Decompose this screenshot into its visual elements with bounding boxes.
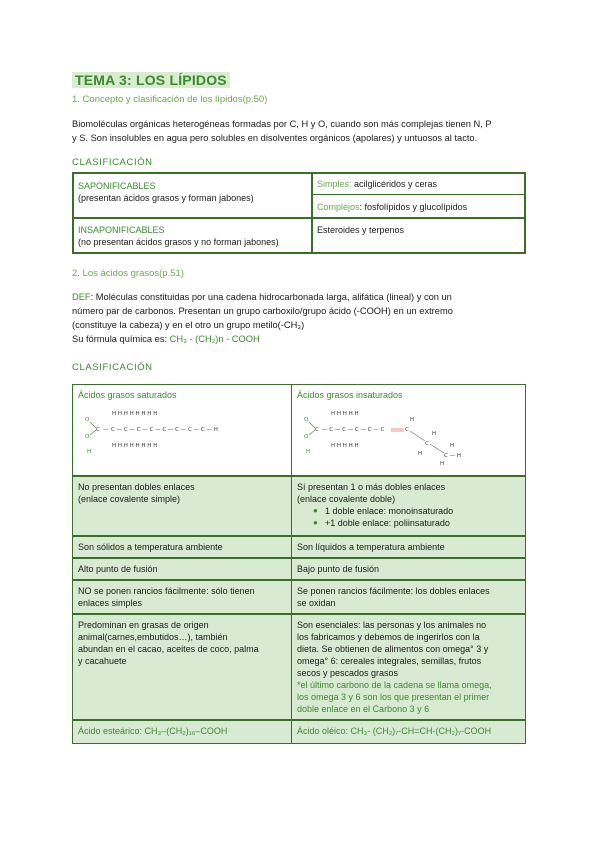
- omega-note: los omega 3 y 6 son los que presentan el primer: [297, 692, 490, 702]
- section2-heading: 2. Los ácidos grasos(p.51): [72, 268, 184, 279]
- table-cell: Son líquidos a temperatura ambiente: [297, 542, 445, 552]
- svg-text:C — H: C — H: [444, 453, 461, 459]
- section1-heading: 1. Concepto y clasificación de los lípidos(p.50): [72, 94, 268, 105]
- omega-note: doble enlace en el Carbono 3 y 6: [297, 704, 430, 714]
- table-row: [72, 614, 526, 720]
- section1-paragraph: [72, 117, 532, 145]
- page-title: TEMA 3: LOS LÍPIDOS: [72, 72, 230, 88]
- definition-line: (constituye la cabeza) y en el otro un grupo metilo(-CH₃): [72, 320, 305, 330]
- paragraph-line: y S. Son insolubles en agua pero solubles en disolventes orgánicos (apolares) y untuosos al tacto.: [72, 133, 478, 143]
- estearico-formula: Ácido esteárico: CH₃–(CH₂)₁₆–COOH: [73, 721, 292, 743]
- simples-cell: [317, 178, 522, 190]
- svg-text:H H H H H: H H H H H H H H: [112, 411, 158, 417]
- table-row: [72, 384, 526, 476]
- svg-text:O: O: [85, 434, 90, 440]
- insaturados-header: Ácidos grasos insaturados: [297, 390, 403, 400]
- simples-value: acilglicéridos y ceras: [351, 179, 438, 189]
- svg-text:H: H: [410, 417, 415, 423]
- table-cell: Son sólidos a temperatura ambiente: [73, 537, 292, 557]
- cell-text: abundan en el cacao, aceites de coco, palma: [78, 644, 259, 654]
- formula-line: [72, 332, 542, 346]
- svg-text:O: O: [304, 417, 309, 423]
- saturados-header-cell: [73, 385, 292, 475]
- cell-text: animal(carnes,embutidos…), también: [78, 632, 228, 642]
- svg-text:H: H: [306, 449, 311, 455]
- table-cell: Bajo punto de fusión: [297, 564, 380, 574]
- saponificables-desc: (presentan ácidos grasos y forman jabones): [78, 193, 254, 203]
- cell-text: Son esenciales: las personas y los animales no: [297, 620, 487, 630]
- table-divider: [74, 217, 524, 219]
- insaponificables-desc: (no presentan ácidos grasos y no forman jabones): [78, 237, 279, 247]
- table-cell: [292, 581, 524, 613]
- def-label: DEF: [72, 292, 91, 302]
- formula-value: CH₃ - (CH₂)n - COOH: [169, 334, 260, 344]
- fatty-acids-table: [72, 384, 526, 744]
- svg-text:O: O: [304, 434, 309, 440]
- table-row: [72, 476, 526, 536]
- clasificacion-label: CLASIFICACIÓN: [72, 157, 153, 168]
- cell-text: No presentan dobles enlaces: [78, 482, 195, 492]
- svg-text:H: H: [418, 451, 423, 457]
- clasificacion-label-2: CLASIFICACIÓN: [72, 362, 153, 373]
- cell-text: Se ponen rancios fácilmente: los dobles enlaces: [297, 586, 490, 596]
- table-cell: [292, 615, 524, 719]
- bullet-item: ● 1 doble enlace: monoinsaturado: [313, 505, 519, 517]
- definition-line: número par de carbonos. Presentan un grupo carboxilo/grupo ácido (-COOH) en un extremo: [72, 306, 453, 316]
- insaponificables-cell: [78, 224, 308, 248]
- svg-text:C — C — C — C — C — C — C — C: C — C — C — C — C — C — C — C — H: [111, 427, 218, 433]
- table-row: [72, 558, 526, 580]
- cell-text: Sí presentan 1 o más dobles enlaces: [297, 482, 446, 492]
- table-row: [72, 580, 526, 614]
- svg-text:C: C: [425, 441, 429, 447]
- simples-label: Simples:: [317, 179, 352, 189]
- saponificables-title: SAPONIFICABLES: [78, 181, 156, 191]
- bullet-item: ● +1 doble enlace: poliinsaturado: [313, 517, 519, 529]
- svg-text:C: C: [405, 427, 409, 433]
- svg-text:H H H H H: H H H H H: [331, 411, 359, 417]
- oleico-formula: Ácido oléico: CH₃- (CH₂)₇-CH=CH-(CH₂)₇-COOH: [297, 726, 492, 736]
- table-cell: [73, 477, 292, 535]
- cell-text: omega° 6: cereales integrales, semillas, frutos: [297, 656, 482, 666]
- insaturation-bullets: [297, 505, 519, 529]
- cell-text: los fabricamos y debemos de ingerirlos con la: [297, 632, 480, 642]
- saturated-molecule-diagram: [81, 409, 251, 455]
- svg-text:H: H: [87, 449, 92, 455]
- paragraph-line: Biomoléculas orgánicas heterogéneas formadas por C, H y O, cuando son más complejas tienen N, P: [72, 119, 492, 129]
- cell-text: NO se ponen rancios fácilmente: sólo tienen: [78, 586, 255, 596]
- table-row: [72, 720, 526, 744]
- table-cell: [73, 615, 292, 719]
- cell-text: enlaces simples: [78, 598, 143, 608]
- table-cell: Alto punto de fusión: [73, 559, 292, 579]
- formula-label: Su fórmula química es:: [72, 334, 170, 344]
- saturados-header: Ácidos grasos saturados: [78, 390, 177, 400]
- section2-definition: [72, 290, 542, 346]
- complejos-cell: [317, 201, 522, 213]
- svg-text:C: C: [96, 427, 100, 433]
- cell-text: (enlace covalente simple): [78, 494, 181, 504]
- svg-text:O: O: [85, 417, 90, 423]
- cell-text: dieta. Se obtienen de alimentos con omega° 3 y: [297, 644, 489, 654]
- svg-text:H: H: [450, 443, 455, 449]
- svg-text:C: C: [315, 427, 319, 433]
- svg-text:H: H: [432, 431, 437, 437]
- unsaturated-molecule-diagram: [300, 409, 480, 467]
- svg-text:H: H: [440, 461, 445, 467]
- insaturados-header-cell: [292, 385, 524, 475]
- complejos-label: Complejos: [317, 202, 360, 212]
- svg-text:H H H H H: H H H H H H H H: [112, 443, 158, 449]
- definition-line: [72, 290, 542, 304]
- cell-text: (enlace covalente doble): [297, 494, 396, 504]
- table-cell: [73, 581, 292, 613]
- table-cell: [292, 477, 524, 535]
- cell-text: secos y pescados grasos: [297, 668, 399, 678]
- omega-note: *el último carbono de la cadena se llama omega,: [297, 680, 492, 690]
- svg-text:H H H H H: H H H H H: [331, 443, 359, 449]
- table-row: [72, 536, 526, 558]
- complejos-value: : fosfolípidos y glucolípidos: [359, 202, 468, 212]
- saponificables-cell: [78, 180, 308, 204]
- insaponificables-title: INSAPONIFICABLES: [78, 225, 165, 235]
- cell-text: y cacahuete: [78, 656, 127, 666]
- table-divider: [311, 174, 313, 252]
- table-divider: [311, 194, 524, 195]
- def-text: : Moléculas constituidas por una cadena hidrocarbonada larga, alifática (lineal) y con un: [90, 292, 452, 302]
- cell-text: se oxidan: [297, 598, 336, 608]
- insaponificables-value: Esteroides y terpenos: [317, 225, 405, 235]
- svg-text:— C — C — C — C — C: — C — C — C — C — C: [322, 427, 385, 433]
- lipids-classification-table: [72, 172, 526, 254]
- cell-text: Predominan en grasas de origen: [78, 620, 209, 630]
- svg-text:—: —: [103, 427, 109, 433]
